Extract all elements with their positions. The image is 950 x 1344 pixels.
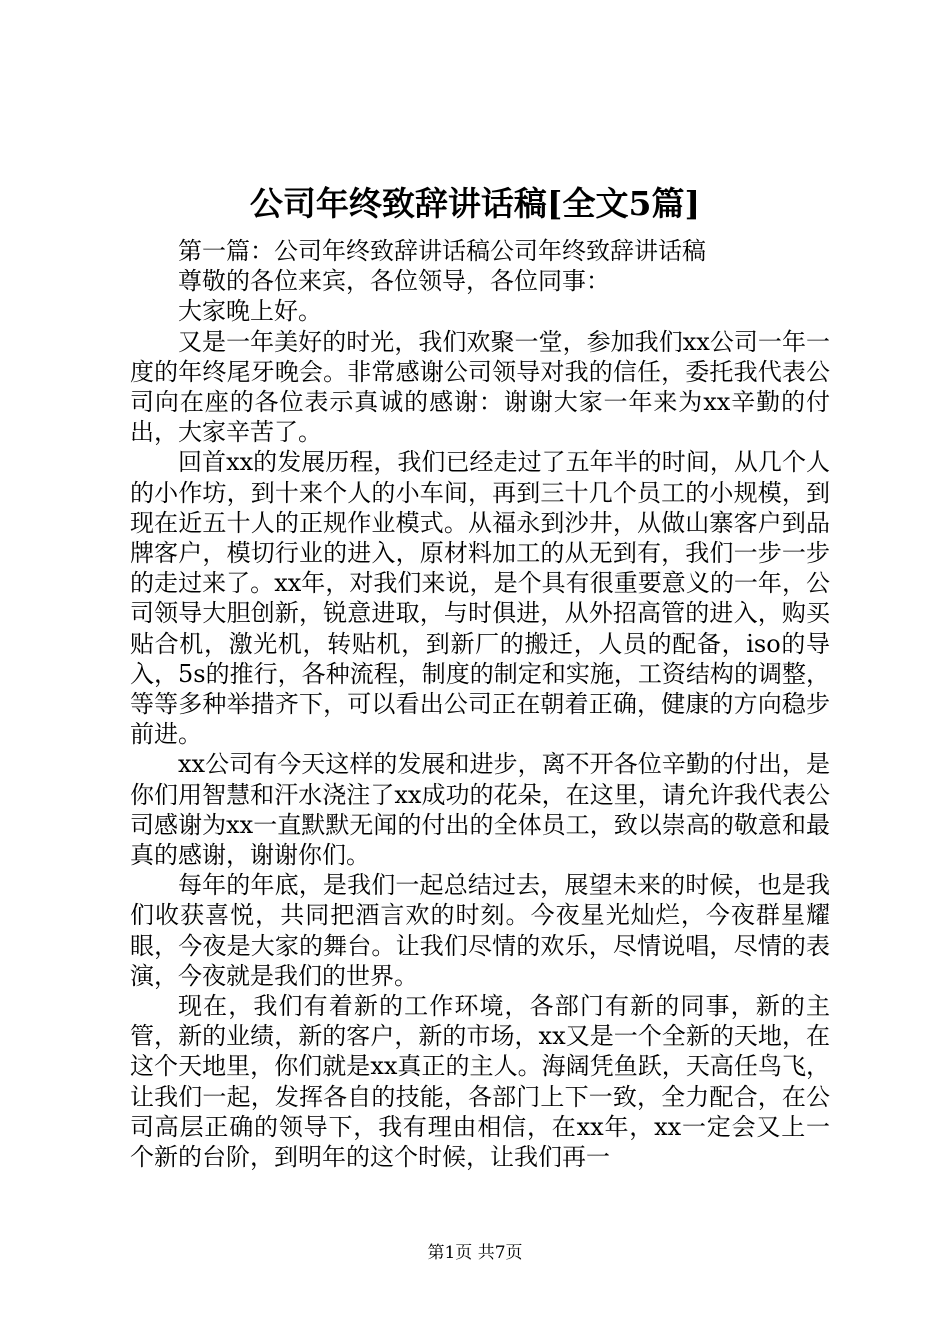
paragraph: 回首xx的发展历程，我们已经走过了五年半的时间，从几个人的小作坊，到十来个人的小车间，再到三十几个员工的小规模，到现在近五十人的正规作业模式。从福永到沙井，从做山寨客户到品牌客户，模切行业的进入，原材料加工的从无到有，我们一步一步的走过来了。xx年，对我们来说，是个具有很重要意义的一年，公司领导大胆创新，锐意进取，与时俱进，从外招高管的进入，购买贴合机，激光机，转贴机，到新厂的搬迁，人员的配备，iso的导入，5s的推行，各种流程，制度的制定和实施，工资结构的调整，等等多种举措齐下，可以看出公司正在朝着正确，健康的方向稳步前进。 [130,448,830,749]
paragraph: 尊敬的各位来宾，各位领导，各位同事： [178,267,610,296]
paragraph: 每年的年底，是我们一起总结过去，展望未来的时候，也是我们收获喜悦，共同把酒言欢的时刻。今夜星光灿烂，今夜群星耀眼，今夜是大家的舞台。让我们尽情的欢乐，尽情说唱，尽情的表演，今夜就是我们的世界。 [130,871,830,990]
paragraph: 第一篇：公司年终致辞讲话稿公司年终致辞讲话稿 [178,237,706,265]
page-footer: 第1页 共7页 [427,1243,523,1263]
paragraph: xx公司有今天这样的发展和进步，离不开各位辛勤的付出，是你们用智慧和汗水浇注了xx成功的花朵，在这里，请允许我代表公司感谢为xx一直默默无闻的付出的全体员工，致以崇高的敬意和最真的感谢，谢谢你们。 [130,750,830,870]
paragraph: 现在，我们有着新的工作环境，各部门有新的同事，新的主管，新的业绩，新的客户，新的市场，xx又是一个全新的天地，在这个天地里，你们就是xx真正的主人。海阔凭鱼跃，天高任鸟飞，让我们一起，发挥各自的技能，各部门上下一致，全力配合，在公司高层正确的领导下，我有理由相信，在xx年，xx一定会又上一个新的台阶，到明年的这个时候，让我们再一 [130,992,830,1172]
paragraph: 又是一年美好的时光，我们欢聚一堂，参加我们xx公司一年一度的年终尾牙晚会。非常感谢公司领导对我的信任，委托我代表公司向在座的各位表示真诚的感谢：谢谢大家一年来为xx辛勤的付出，大家辛苦了。 [130,327,830,447]
document-title: 公司年终致辞讲话稿[全文5篇] [249,184,701,223]
document-body [130,236,830,1172]
paragraph: 大家晚上好。 [178,297,322,326]
